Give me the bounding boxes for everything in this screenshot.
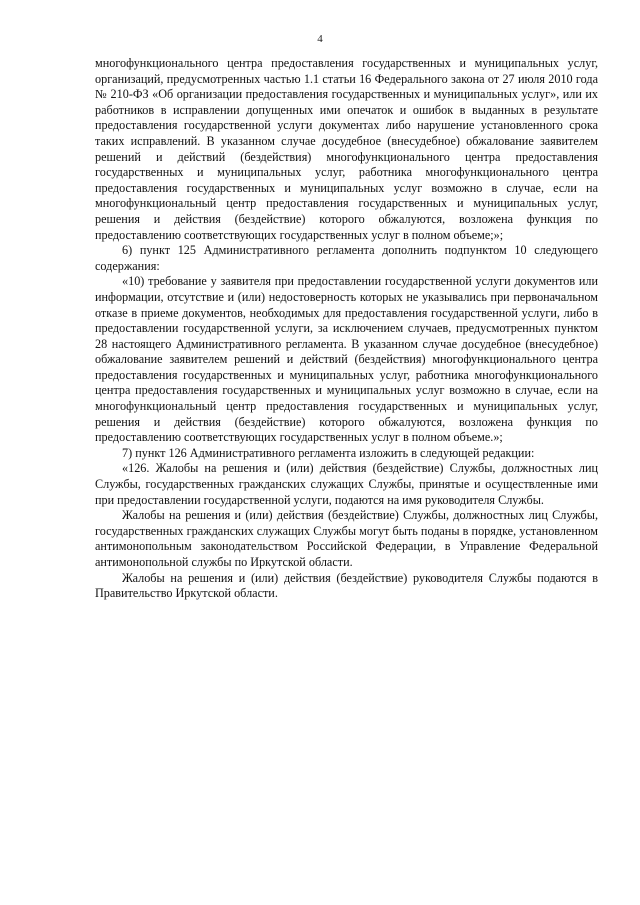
paragraph-subclause-10: «10) требование у заявителя при предоставлении государственной услуги документов или информации, отсутствие и (или) недостоверность которых не указывались при первоначальном отказе в приеме документов, необходимых для предоставления государственной услуги, либо в предоставлении государственной услуги, за исключением случаев, предусмотренных пунктом 28 настоящего Административного регламента. В указанном случае досудебное (внесудебное) обжалование заявителем решений и действий (бездействия) многофункционального центра предоставления государственных и муниципальных услуг, работника многофункционального центра предоставления государственных и муниципальных услуг возможно в случае, если на многофункциональный центр предоставления государственных и муниципальных услуг, решения и действия (бездействие) которого обжалуются, возложена функция по предоставлению соответствующих государственных услуг в полном объеме.»; — [95, 274, 598, 445]
paragraph-head-complaints: Жалобы на решения и (или) действия (бездействие) руководителя Службы подаются в Правительство Иркутской области. — [95, 570, 598, 601]
paragraph-item-7: 7) пункт 126 Административного регламента изложить в следующей редакции: — [122, 445, 535, 460]
paragraph-item-6: 6) пункт 125 Административного регламента дополнить подпунктом 10 следующего содержания: — [95, 243, 598, 273]
document-body — [95, 56, 598, 602]
paragraph-clause-126: «126. Жалобы на решения и (или) действия (бездействие) Службы, должностных лиц Службы, государственных гражданских служащих Службы, принятые и осуществленные ими при предоставлении государственной услуги, подаются на имя руководителя Службы. — [95, 461, 598, 507]
page-number: 4 — [317, 33, 323, 45]
paragraph-antimonopoly-complaints: Жалобы на решения и (или) действия (бездействие) Службы, должностных лиц Службы, государственных гражданских служащих Службы могут быть поданы в порядке, установленном антимонопольным законодательством Российской Федерации, в Управление Федеральной антимонопольной службы по Иркутской области. — [95, 508, 598, 569]
paragraph-continuation: многофункционального центра предоставления государственных и муниципальных услуг, организаций, предусмотренных частью 1.1 статьи 16 Федерального закона от 27 июля 2010 года № 210-ФЗ «Об организации предоставления государственных и муниципальных услуг», или их работников в исправлении допущенных ими опечаток и ошибок в выданных в результате предоставления государственной услуги документах либо нарушение установленного срока таких исправлений. В указанном случае досудебное (внесудебное) обжалование заявителем решений и действий (бездействия) многофункционального центра предоставления государственных и муниципальных услуг, работника многофункционального центра предоставления государственных и муниципальных услуг возможно в случае, если на многофункциональный центр предоставления государственных и муниципальных услуг, решения и действия (бездействие) которого обжалуются, возложена функция по предоставлению соответствующих государственных услуг в полном объеме;»; — [95, 56, 598, 242]
